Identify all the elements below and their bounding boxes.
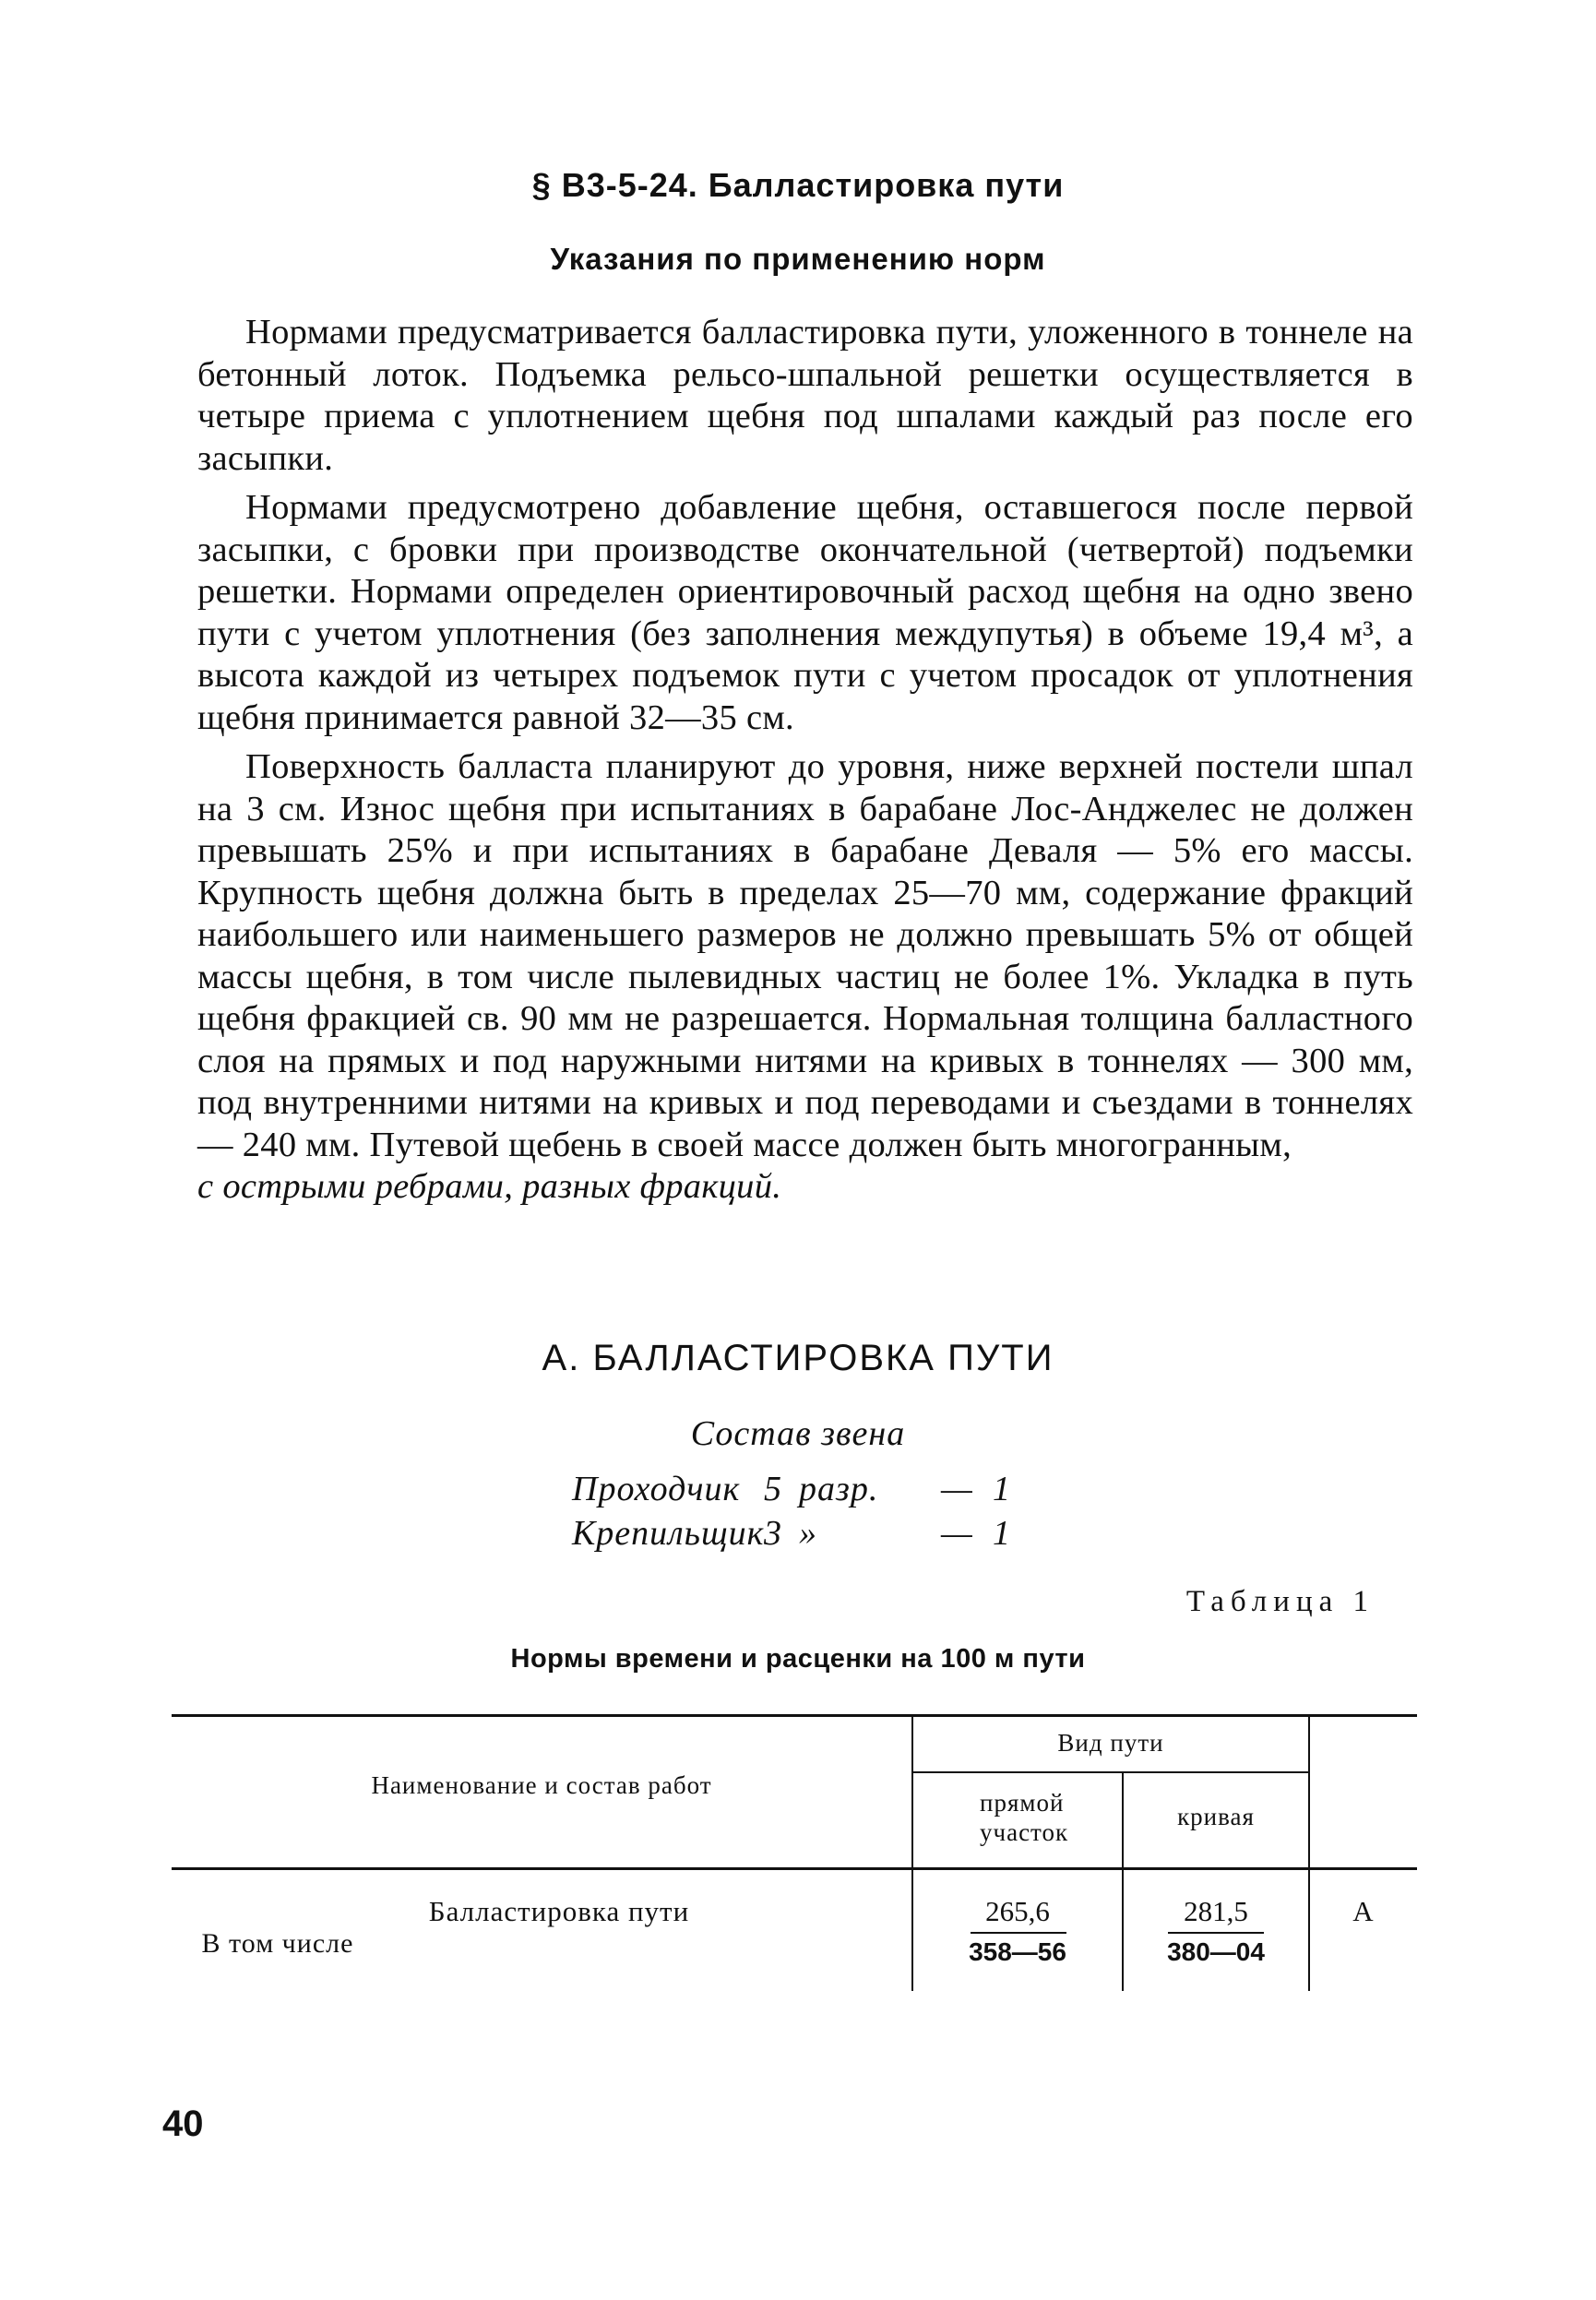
part-title: А. БАЛЛАСТИРОВКА ПУТИ	[542, 1338, 1054, 1378]
crew-count: 1	[993, 1470, 1011, 1508]
straight-price: 358—56	[969, 1937, 1066, 1966]
crew-dash: —	[941, 1470, 973, 1508]
crew-count: 1	[993, 1514, 1011, 1553]
section-title: § В3-5-24. Балластировка пути	[531, 166, 1065, 204]
curve-price: 380—04	[1167, 1937, 1265, 1966]
crew-title: Состав звена	[690, 1414, 906, 1453]
fraction-rule	[971, 1932, 1066, 1934]
table-label: Таблица 1	[1185, 1585, 1375, 1618]
table-caption: Нормы времени и расценки на 100 м пути	[510, 1644, 1086, 1674]
paragraph-1: Нормами предусматривается балластировка пути, уложенного в тоннеле на бетонный лоток. Подъемка рельсо-шпальной решетки осуществляется в четыре приема с уплотнением щебня под шпалами каждый раз после его засыпки.	[197, 313, 1413, 478]
header-work-name: Наименование и состав работ	[371, 1771, 712, 1799]
page-number: 40	[162, 2103, 204, 2144]
crew-grade: 3	[764, 1514, 782, 1553]
crew-list	[572, 1467, 1052, 1555]
crew-row	[572, 1511, 1052, 1555]
row-subnote: В том числе	[201, 1928, 354, 1959]
crew-profession: Крепильщик	[572, 1514, 765, 1553]
crew-grade: 5	[764, 1470, 782, 1508]
row-work-name: Балластировка пути	[428, 1895, 690, 1927]
paragraph-2: Нормами предусмотрено добавление щебня, оставшегося после первой засыпки, с бровки при производстве окончательной (четвертой) подъемки решетки. Нормами определен ориентировочный расход щебня на одно звено пути с учетом уплотнения (без заполнения междупутья) в объеме 19,4 м³, а высота каждой из четырех подъемок пути с учетом просадок от уплотнения щебня принимается равной 32—35 см.	[197, 488, 1413, 737]
paragraph-3-end: с острыми ребрами, разных фракций.	[197, 1167, 782, 1206]
straight-time-norm: 265,6	[985, 1895, 1050, 1927]
crew-grade-unit: разр.	[799, 1470, 879, 1508]
header-curve: кривая	[1177, 1803, 1255, 1830]
fraction-rule	[1168, 1932, 1264, 1934]
crew-row	[572, 1467, 1052, 1511]
header-track-type: Вид пути	[1057, 1729, 1164, 1757]
crew-grade-unit: »	[799, 1514, 817, 1553]
body-text	[197, 312, 1413, 1209]
header-straight: прямой участок	[980, 1789, 1069, 1846]
norms-table	[172, 1714, 1417, 1991]
curve-time-norm: 281,5	[1184, 1895, 1248, 1927]
row-index: А	[1352, 1895, 1375, 1927]
col-divider	[1308, 1714, 1310, 1991]
table-top-rule	[172, 1714, 1417, 1717]
table-header-rule	[172, 1867, 1417, 1870]
group-underline	[911, 1771, 1310, 1773]
crew-profession: Проходчик	[572, 1470, 741, 1508]
crew-dash: —	[941, 1514, 973, 1553]
paragraph-3: Поверхность балласта планируют до уровня, ниже верхней постели шпал на 3 см. Износ щебня при испытаниях в барабане Лос-Анджелес не должен превышать 25% и при испытаниях в барабане Деваля — 5% его массы. Крупность щебня должна быть в пределах 25—70 мм, содержание фракций наибольшего или наименьшего размеров не должно превышать 5% от общей массы щебня, в том числе пылевидных частиц не более 1%. Укладка в путь щебня фракцией св. 90 мм не разрешается. Нормальная толщина балластного слоя на прямых и под наружными нитями на кривых в тоннелях — 300 мм, под внутренними нитями на кривых и под переводами и съездами в тоннелях — 240 мм. Путевой щебень в своей массе должен быть многогранным,	[197, 747, 1413, 1164]
section-subtitle: Указания по применению норм	[550, 242, 1046, 276]
